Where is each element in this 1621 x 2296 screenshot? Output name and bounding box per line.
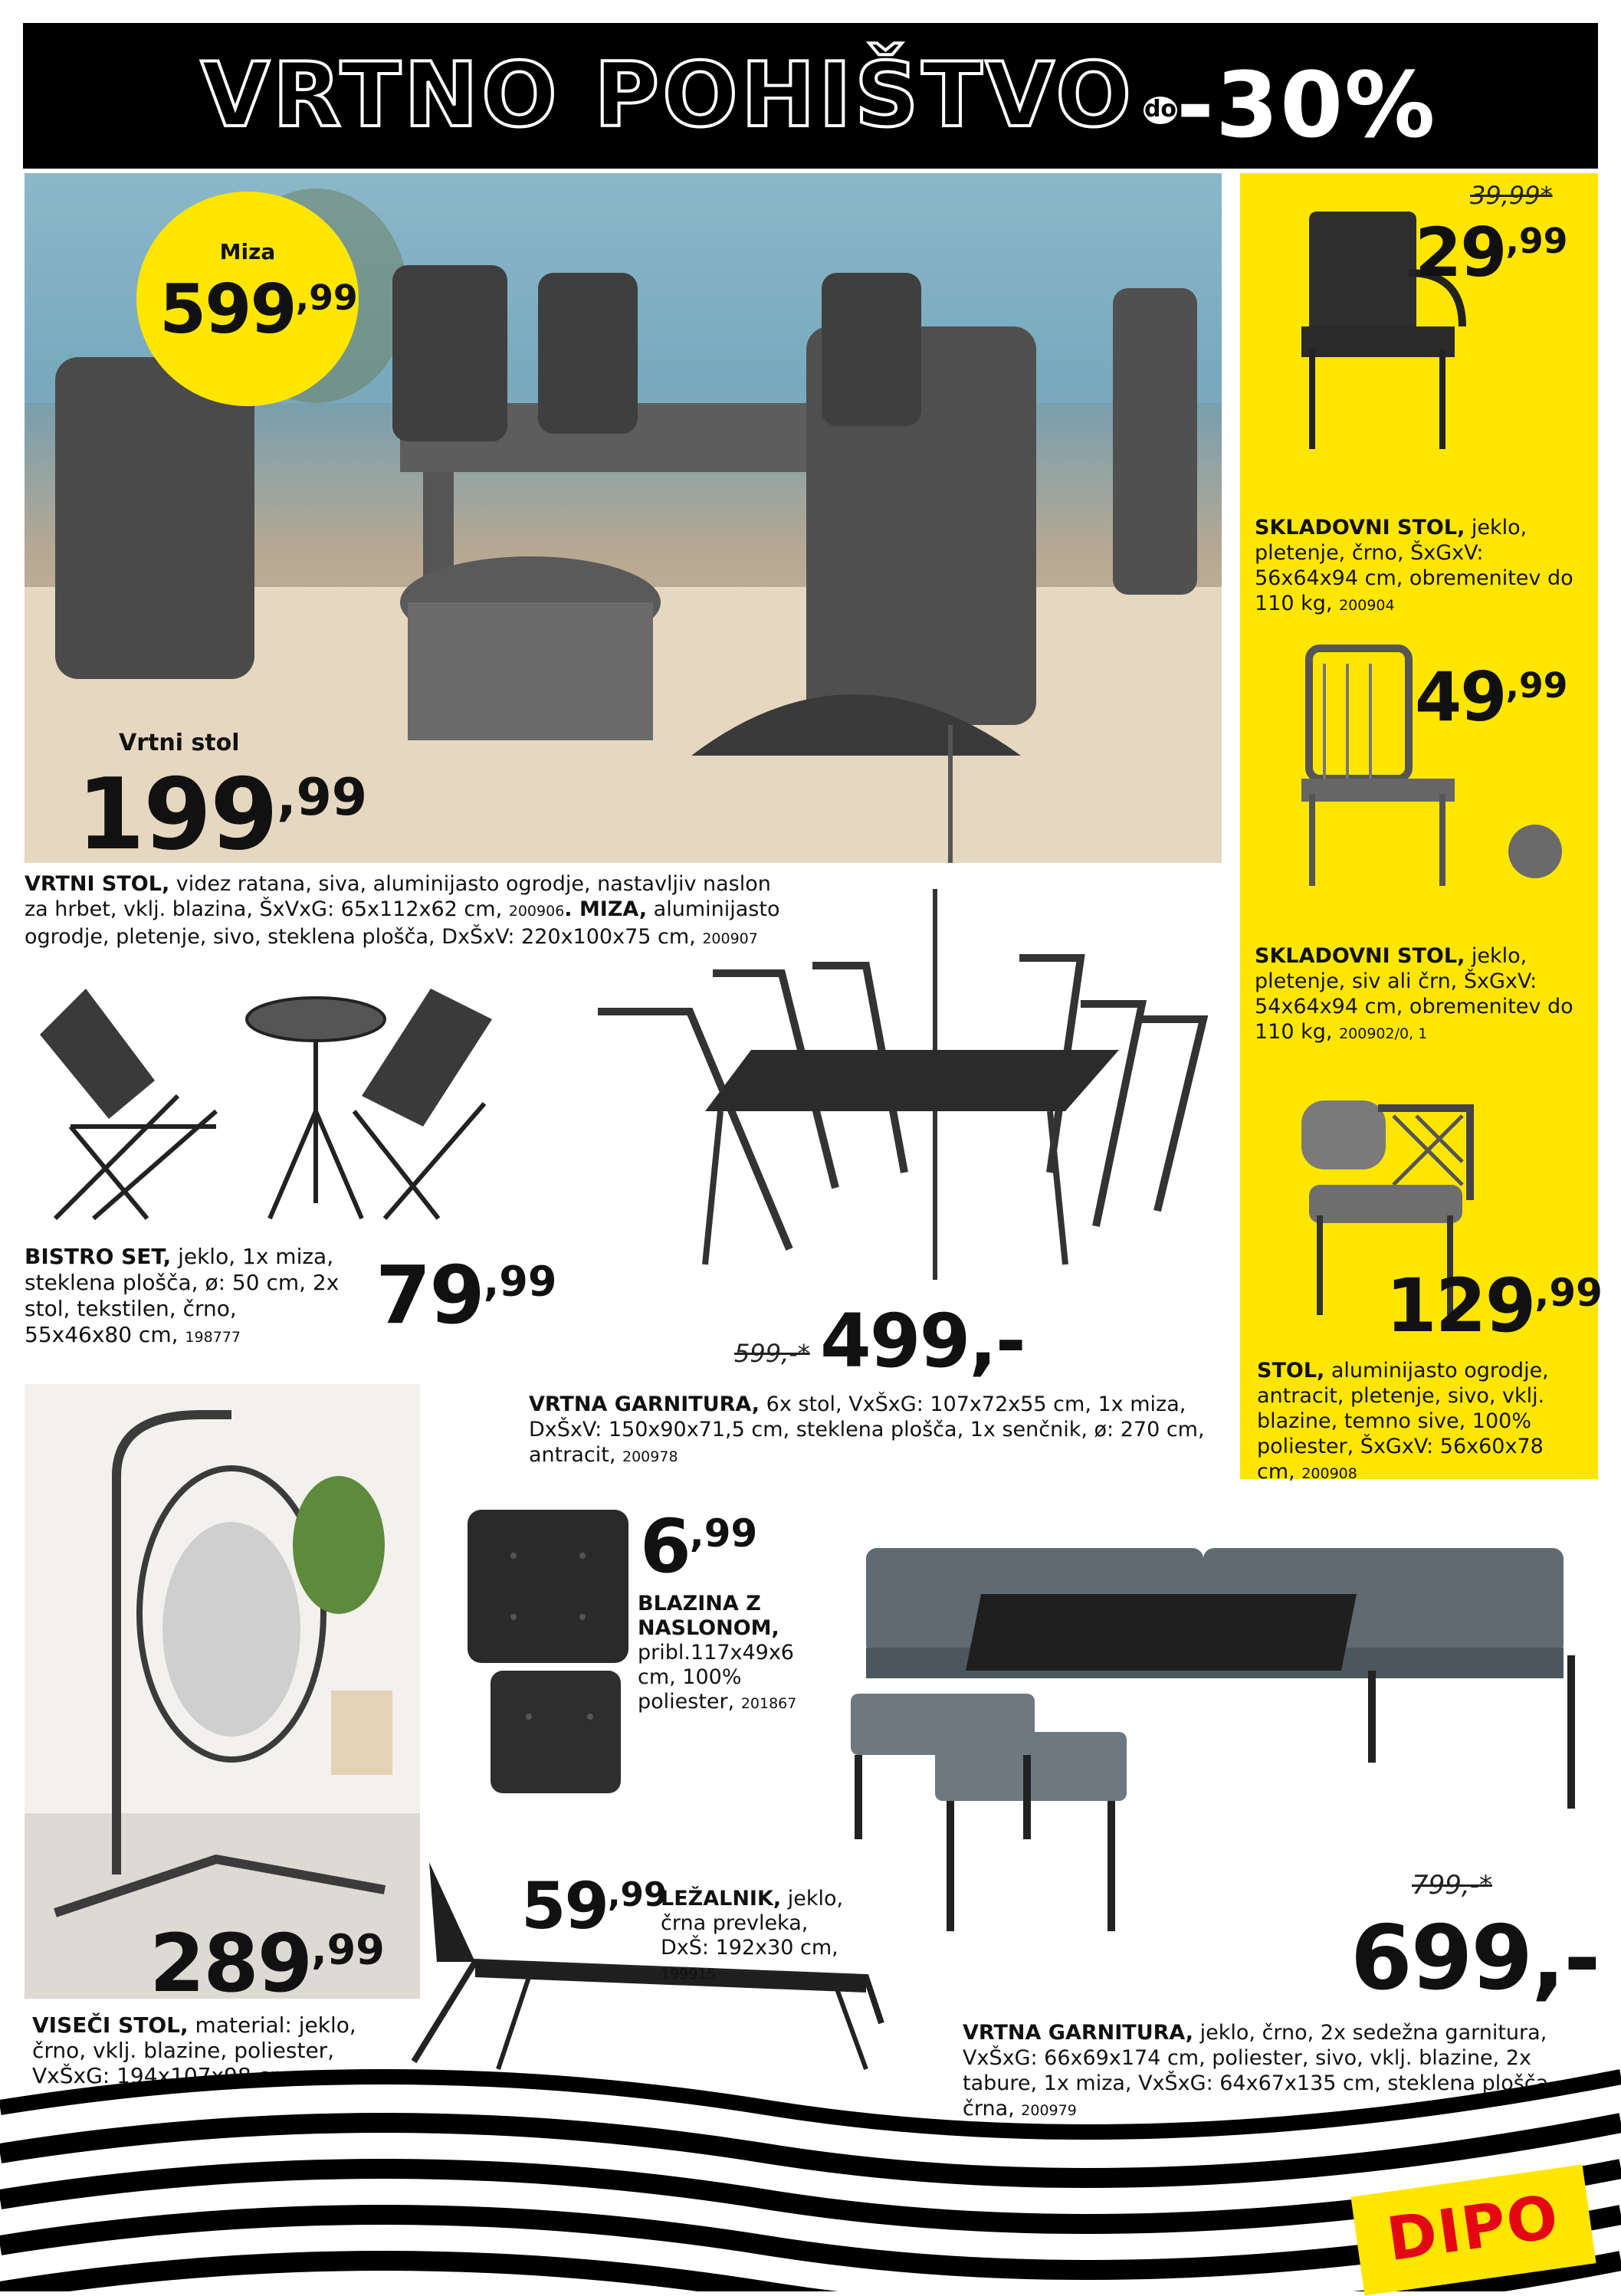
blazina-code: 201867 [740, 1695, 797, 1712]
blazina-title: BLAZINA Z NASLONOM, [638, 1592, 779, 1640]
item1-old-price: 39,99* [1470, 181, 1553, 210]
bistro-text: jeklo, 1x miza, steklena plošča, ø: 50 cm, 2x stol, tekstilen, črno, 55x46x80 cm, [25, 1244, 340, 1347]
item1-title: SKLADOVNI STOL, [1255, 516, 1465, 540]
garnitura1-title: VRTNA GARNITURA, [529, 1392, 760, 1416]
item2-price [1415, 658, 1568, 736]
hero-desc-code1: 200906 [508, 903, 565, 920]
bistro-description [25, 1244, 350, 1350]
lezalnik-price-int: 59 [521, 1868, 608, 1943]
garnitura2-code: 200979 [1021, 2102, 1077, 2119]
item1-price-cents: ,99 [1505, 220, 1568, 261]
header-banner [23, 23, 1598, 169]
discount-prefix: do [1144, 96, 1177, 123]
chair-price-cents: ,99 [277, 767, 368, 828]
hero-desc-text1: videz ratana, siva, aluminijasto ogrodje, nastavljiv naslon za hrbet, vklj. blazina, ŠxVxG: 65x112x62 cm, [25, 872, 771, 921]
item2-price-cents: ,99 [1505, 664, 1568, 706]
bistro-price-cents: ,99 [483, 1257, 557, 1306]
blazina-price [640, 1504, 758, 1589]
discount-value: -30% [1176, 52, 1437, 158]
lezalnik-price-cents: ,99 [607, 1875, 668, 1915]
item2-price-int: 49 [1415, 658, 1506, 736]
lezalnik-price [521, 1868, 668, 1943]
blazina-text: pribl.117x49x6 cm, 100% poliester, [638, 1641, 794, 1714]
viseci-text: material: jeklo, črno, vklj. blazine, poliester, VxŠxG: 194x107x98 cm, [32, 2012, 356, 2088]
garnitura1-code: 200978 [622, 1448, 678, 1465]
item1-price [1415, 213, 1568, 292]
garnitura2-title: VRTNA GARNITURA, [963, 2021, 1194, 2045]
lezalnik-title: LEŽALNIK, [661, 1887, 782, 1911]
item2-code: 200902/0, 1 [1339, 1025, 1428, 1042]
bistro-price [376, 1248, 557, 1342]
bistro-code: 198777 [185, 1329, 241, 1346]
lezalnik-text: jeklo, črna prevleka, DxŠ: 192x30 cm, [661, 1887, 844, 1960]
item3-text: aluminijasto ogrodje, antracit, pletenje, sivo, vklj. blazine, temno sive, 100% poliester, ŠxGxV: 56x60x78 cm, [1257, 1359, 1549, 1484]
bistro-title: BISTRO SET, [25, 1244, 172, 1269]
chair-label: Vrtni stol [119, 730, 240, 756]
bistro-set-photo [25, 973, 507, 1234]
dining-set-photo [590, 881, 1226, 1310]
garnitura1-price: 499,- [820, 1298, 1025, 1384]
item3-title: STOL, [1257, 1359, 1325, 1383]
item3-description [1257, 1358, 1587, 1487]
table-price-int: 599 [159, 270, 296, 349]
garnitura2-price: 699,- [1350, 1907, 1600, 2010]
page-title: VRTNO POHIŠTVO [201, 44, 1134, 147]
chair-price [77, 758, 368, 872]
table-label: Miza [219, 239, 276, 264]
item2-title: SKLADOVNI STOL, [1255, 944, 1465, 968]
garnitura2-old-price: 799,-* [1412, 1870, 1492, 1901]
item1-text: jeklo, pletenje, črno, ŠxGxV: 56x64x94 cm, obremenitev do 110 kg, [1255, 516, 1573, 615]
item3-price [1386, 1263, 1603, 1349]
garnitura1-description [529, 1392, 1222, 1470]
item2-text: jeklo, pletenje, siv ali črn, ŠxGxV: 54x64x94 cm, obremenitev do 110 kg, [1255, 944, 1573, 1044]
cushion-photo [460, 1510, 636, 1801]
table-price-badge [136, 192, 359, 406]
bistro-price-int: 79 [376, 1248, 484, 1342]
garnitura2-text: jeklo, črno, 2x sedežna garnitura, VxŠxG: 66x69x174 cm, poliester, sivo, vklj. blazine, 2x tabure, 1x miza, VxŠxG: 64x67x135 cm, steklena plošča, črna, [963, 2021, 1555, 2121]
item1-description [1255, 515, 1592, 618]
item3-code: 200908 [1301, 1465, 1357, 1482]
garnitura1-old-price: 599,-* [734, 1339, 810, 1368]
hero-desc-text2: aluminijasto ogrodje, pletenje, sivo, steklena plošča, DxŠxV: 220x100x75 cm, [25, 897, 780, 949]
item1-price-int: 29 [1415, 213, 1506, 292]
blazina-description [638, 1592, 829, 1716]
hanging-chair-photo [25, 1384, 420, 1999]
viseci-title: VISEČI STOL, [32, 2012, 189, 2038]
item1-code: 200904 [1339, 597, 1395, 614]
blazina-price-cents: ,99 [689, 1511, 758, 1556]
chair-price-int: 199 [77, 758, 277, 872]
viseci-price [149, 1917, 385, 2010]
item3-price-cents: ,99 [1534, 1271, 1603, 1316]
lezalnik-code: 199915 [661, 1966, 717, 1983]
item3-price-int: 129 [1386, 1263, 1535, 1349]
table-price [159, 270, 358, 349]
sidebar-panel [1240, 173, 1603, 1484]
hero-desc-code2: 200907 [702, 930, 758, 947]
viseci-price-cents: ,99 [311, 1925, 385, 1974]
garnitura1-text: 6x stol, VxŠxG: 107x72x55 cm, 1x miza, DxŠxV: 150x90x71,5 cm, steklena plošča, 1x senčnik, ø: 270 cm, antracit, [529, 1392, 1205, 1467]
table-price-cents: ,99 [295, 277, 358, 318]
hero-desc-title2: . MIZA, [564, 897, 648, 921]
item2-description [1255, 943, 1592, 1047]
hero-desc-title: VRTNI STOL, [25, 872, 170, 896]
lezalnik-description [661, 1887, 860, 1986]
viseci-code: 199912 [304, 2070, 360, 2087]
color-swatch-icon [1508, 825, 1562, 878]
brand-logo-text: DIPO [1383, 2182, 1564, 2275]
blazina-price-int: 6 [640, 1504, 690, 1589]
viseci-price-int: 289 [149, 1917, 312, 2010]
